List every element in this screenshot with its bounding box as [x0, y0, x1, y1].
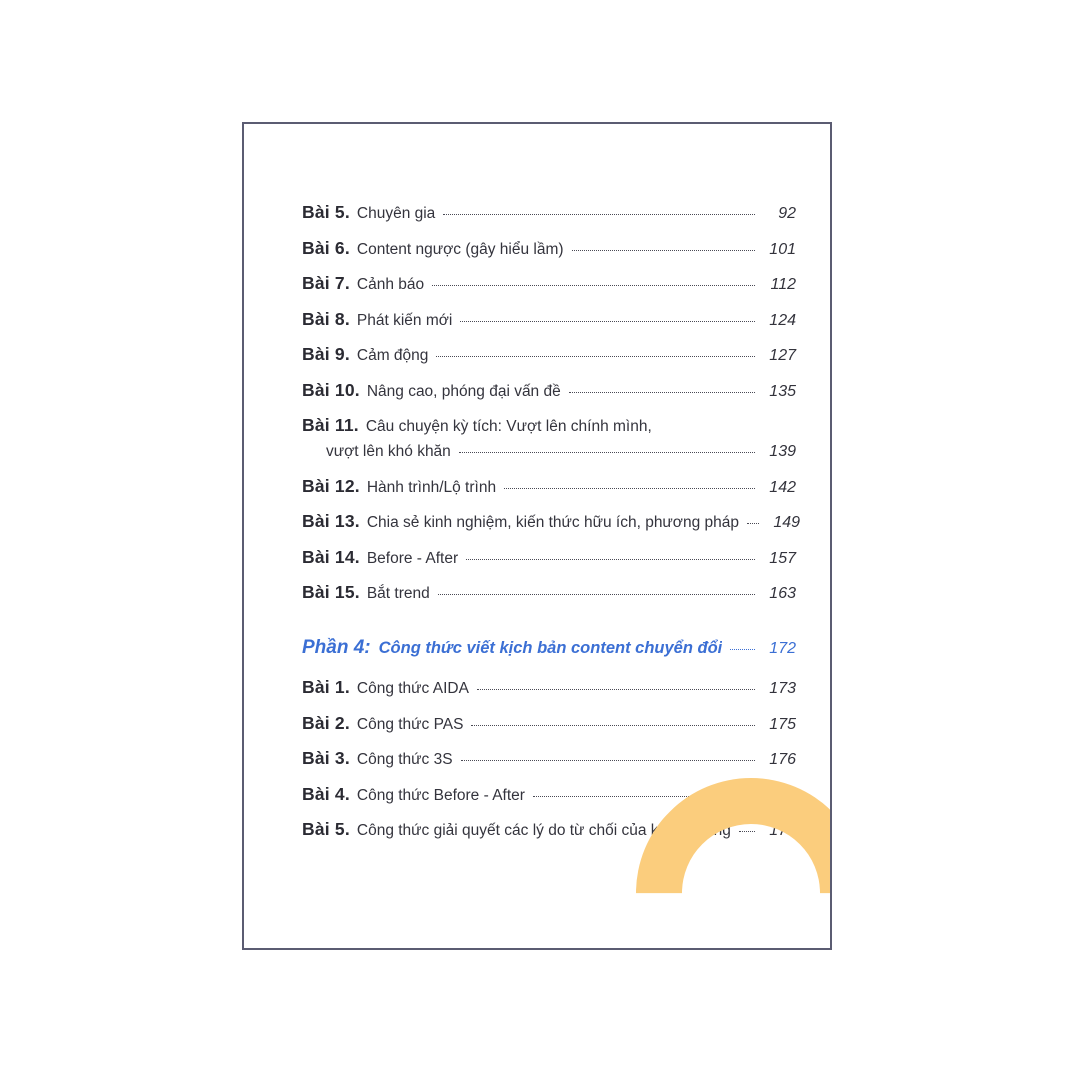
- toc-entry-label: Bài 3.: [302, 748, 350, 768]
- dot-leader: [459, 452, 755, 453]
- dot-leader: [443, 214, 755, 215]
- toc-entry[interactable]: [302, 415, 796, 436]
- toc-entry[interactable]: [302, 677, 796, 698]
- toc-entry-page: 124: [769, 311, 796, 329]
- dot-leader: [432, 285, 755, 286]
- toc-entry-title: Before - After: [366, 549, 459, 567]
- toc-entry[interactable]: [302, 476, 796, 497]
- toc-entry[interactable]: [302, 273, 796, 294]
- dot-leader: [504, 488, 755, 489]
- toc-entry-title: Cảnh báo: [356, 276, 425, 293]
- toc-entry-page: 139: [769, 442, 796, 460]
- toc-entry-page: 177: [769, 786, 796, 804]
- toc-entry-label: Bài 2.: [302, 712, 350, 733]
- toc-entry[interactable]: [302, 344, 796, 365]
- toc-entry-page: 101: [769, 240, 796, 258]
- table-of-contents: [302, 202, 801, 855]
- toc-entry[interactable]: [302, 748, 796, 769]
- toc-entry-title: Công thức giải quyết các lý do từ chối của khách hàng: [356, 822, 731, 839]
- toc-entry[interactable]: [302, 238, 796, 259]
- toc-entry-page: 175: [769, 715, 796, 733]
- toc-entry-page: 112: [770, 276, 796, 293]
- toc-entry-title: vượt lên khó khăn: [326, 442, 451, 460]
- toc-entry-label: Bài 9.: [302, 344, 350, 364]
- toc-entry-label: Bài 1.: [302, 677, 350, 697]
- toc-entry-page: 142: [769, 478, 796, 496]
- toc-entry-label: Bài 12.: [302, 475, 360, 496]
- toc-entry-title: Chia sẻ kinh nghiệm, kiến thức hữu ích, phương pháp: [366, 514, 740, 531]
- toc-entry-title: Content ngược (gây hiểu lầm): [356, 240, 564, 258]
- toc-entry-title: Phát kiến mới: [356, 311, 453, 329]
- toc-entry-title: Công thức AIDA: [356, 680, 469, 697]
- dot-leader: [569, 392, 755, 393]
- toc-entry-continuation[interactable]: [302, 443, 796, 461]
- toc-entry-page: 127: [769, 347, 796, 364]
- dot-leader: [438, 594, 755, 595]
- toc-entry-label: Bài 15.: [302, 582, 360, 602]
- toc-entry-label: Bài 5.: [302, 819, 350, 839]
- toc-part-page: 172: [769, 640, 796, 657]
- toc-entry-title: Công thức PAS: [356, 715, 464, 733]
- dot-leader: [471, 725, 755, 726]
- toc-entry-page: 179: [769, 822, 796, 839]
- toc-part-heading[interactable]: [302, 637, 796, 659]
- toc-entry-title: Chuyên gia: [356, 205, 436, 222]
- toc-entry-label: Bài 10.: [302, 379, 360, 400]
- dot-leader: [461, 760, 755, 761]
- toc-entry[interactable]: [302, 380, 796, 401]
- toc-entry-title: Cảm động: [356, 347, 429, 364]
- toc-entry-label: Bài 7.: [302, 273, 350, 293]
- toc-entry-page: 149: [773, 514, 801, 531]
- dot-leader: [436, 356, 755, 357]
- toc-entry-title: Câu chuyện kỳ tích: Vượt lên chính mình,: [365, 418, 652, 435]
- toc-entry[interactable]: [302, 547, 796, 568]
- toc-entry[interactable]: [302, 582, 796, 603]
- toc-entry-title: Bắt trend: [366, 585, 430, 602]
- dot-leader: [730, 649, 755, 650]
- toc-entry-label: Bài 11.: [302, 415, 359, 435]
- toc-entry-title: Nâng cao, phóng đại vấn đề: [366, 382, 561, 400]
- toc-part-label: Phần 4:: [302, 637, 371, 658]
- toc-entry-label: Bài 6.: [302, 237, 350, 258]
- toc-entry-label: Bài 8.: [302, 308, 350, 329]
- toc-entry[interactable]: [302, 511, 801, 532]
- toc-entry-page: 173: [769, 680, 796, 697]
- toc-entry[interactable]: [302, 309, 796, 330]
- dot-leader: [747, 523, 759, 524]
- toc-entry[interactable]: [302, 202, 796, 223]
- dot-leader: [572, 250, 755, 251]
- toc-entry-label: Bài 4.: [302, 783, 350, 804]
- toc-entry-title: Công thức Before - After: [356, 786, 525, 804]
- toc-entry-label: Bài 14.: [302, 546, 360, 567]
- dot-leader: [460, 321, 755, 322]
- toc-entry-title: Hành trình/Lộ trình: [366, 478, 497, 496]
- toc-entry-label: Bài 5.: [302, 202, 350, 222]
- dot-leader: [466, 559, 755, 560]
- toc-entry-page: 92: [778, 205, 796, 222]
- toc-entry-page: 176: [769, 751, 796, 768]
- book-page-sheet: [242, 122, 832, 950]
- toc-part-title: Công thức viết kịch bản content chuyển đổi: [378, 639, 723, 657]
- toc-entry-label: Bài 13.: [302, 511, 360, 531]
- dot-leader: [477, 689, 755, 690]
- toc-entry-page: 157: [769, 549, 796, 567]
- toc-entry-title: Công thức 3S: [356, 751, 453, 768]
- toc-entry[interactable]: [302, 713, 796, 734]
- toc-entry-page: 163: [769, 585, 796, 602]
- toc-entry-page: 135: [769, 382, 796, 400]
